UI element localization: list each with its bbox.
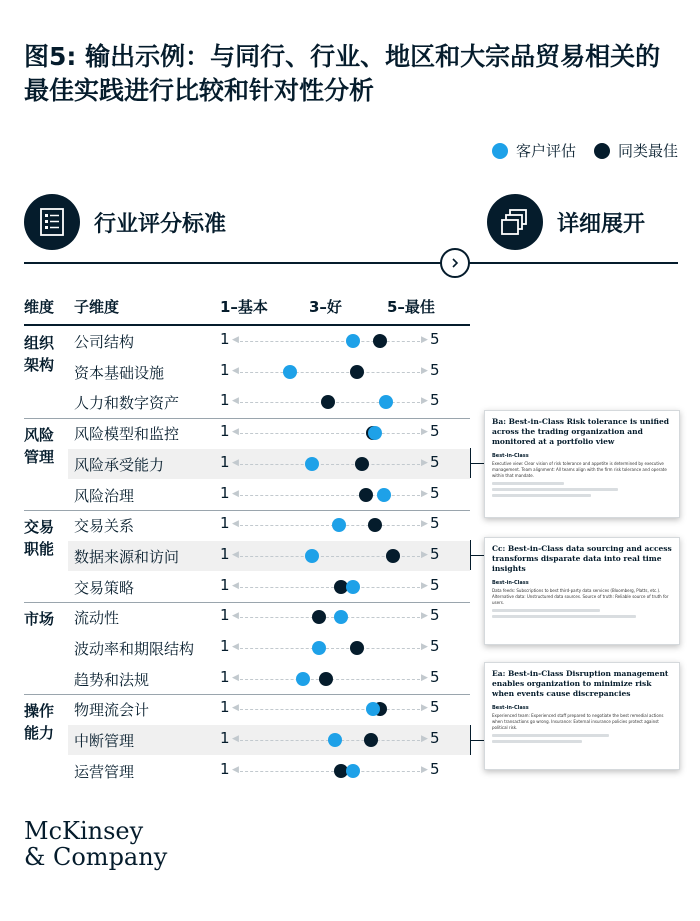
scale-min-label: 1 xyxy=(220,330,230,348)
col-header-scale-mid: 3–好 xyxy=(309,298,342,316)
card-placeholder-line xyxy=(492,615,636,618)
subdimension-label: 物理流会计 xyxy=(74,701,150,720)
card-text: Data feeds: Subscriptions to best third-party data services (Bloomberg, Platts, etc.). Alternative data: Unstructured data sources. Source of truth: Reliable source of truth for users. xyxy=(492,588,669,605)
legend-client-dot xyxy=(492,143,508,159)
chart-row xyxy=(68,572,470,602)
scale-track xyxy=(240,648,420,649)
subdimension-label: 风险模型和监控 xyxy=(74,425,180,444)
card-text: Experienced team: Experienced staff prepared to negotiate the best remedial actions when transactions go wrong. Insurance: External insurance policies protect against political risk. xyxy=(492,713,664,730)
peer-best-dot xyxy=(373,334,387,348)
scale-min-label: 1 xyxy=(220,637,230,655)
page-title: 图5: 输出示例：与同行、行业、地区和大宗品贸易相关的最佳实践进行比较和针对性分析 xyxy=(24,42,661,105)
col-header-dimension: 维度 xyxy=(24,298,55,316)
card-subtitle: Best-in-Class xyxy=(492,453,529,459)
chart-row[interactable] xyxy=(68,449,470,479)
legend xyxy=(492,140,678,161)
scale-track xyxy=(240,709,420,710)
scale-max-label: 5 xyxy=(430,483,440,502)
chart-row xyxy=(68,602,470,632)
header-divider xyxy=(24,262,678,264)
col-header-subdimension: 子维度 xyxy=(74,298,120,316)
dimension-label: 风险管理 xyxy=(24,426,55,467)
client-assessment-dot xyxy=(346,580,360,594)
client-assessment-dot xyxy=(346,334,360,348)
subdimension-label: 风险治理 xyxy=(74,486,135,505)
arrow-right-icon: ▶ xyxy=(421,488,428,499)
subdimension-label: 人力和数字资产 xyxy=(74,394,180,413)
card-placeholder-line xyxy=(492,494,591,497)
left-section-header xyxy=(24,194,226,250)
mckinsey-logo xyxy=(24,818,167,870)
dimension-label: 操作能力 xyxy=(24,702,55,743)
scale-max-label: 5 xyxy=(430,360,440,379)
arrow-left-icon: ◀ xyxy=(232,549,239,560)
client-assessment-dot xyxy=(368,426,382,440)
chart-row xyxy=(68,357,470,387)
client-assessment-dot xyxy=(305,549,319,563)
scale-track xyxy=(240,617,420,618)
subdimension-label: 流动性 xyxy=(74,609,120,628)
scale-track xyxy=(240,464,420,465)
arrow-left-icon: ◀ xyxy=(232,764,239,775)
card-placeholder-line xyxy=(492,609,600,612)
subdimension-label: 趋势和法规 xyxy=(74,670,150,689)
chart-row xyxy=(68,510,470,540)
left-section-title: 行业评分标准 xyxy=(94,211,227,237)
client-assessment-dot xyxy=(346,764,360,778)
col-header-scale-low: 1–基本 xyxy=(220,298,268,316)
right-section-title: 详细展开 xyxy=(557,211,646,237)
arrow-right-icon: ▶ xyxy=(421,335,428,345)
scale-min-label: 1 xyxy=(220,698,230,717)
scale-min-label: 1 xyxy=(220,667,230,686)
arrow-right-icon: ▶ xyxy=(421,642,428,652)
subdimension-label: 运营管理 xyxy=(74,762,135,781)
card-title: Ba: Best-in-Class Risk tolerance is unified across the trading organization and monitored at a portfolio view xyxy=(492,417,669,446)
legend-item-peer xyxy=(594,140,678,161)
dimension-label: 组织架构 xyxy=(24,334,55,374)
checklist-icon xyxy=(24,194,80,250)
connector-line-2 xyxy=(470,555,484,556)
col-header-scale-high: 5–最佳 xyxy=(387,298,435,316)
arrow-right-icon: ▶ xyxy=(421,365,428,376)
card-subtitle: Best-in-Class xyxy=(492,580,529,586)
scale-track xyxy=(240,341,420,342)
arrow-right-icon: ▶ xyxy=(421,396,428,407)
scale-min-label: 1 xyxy=(220,422,230,441)
peer-best-dot xyxy=(386,549,400,563)
chart-row xyxy=(68,694,470,724)
peer-best-dot xyxy=(350,365,364,379)
scale-track xyxy=(240,433,420,434)
chart-row xyxy=(68,418,470,448)
legend-item-client xyxy=(492,140,576,161)
scale-track xyxy=(240,587,420,588)
connector-line-1 xyxy=(470,463,484,464)
scale-max-label: 5 xyxy=(430,698,440,717)
subdimension-label: 数据来源和访问 xyxy=(74,547,180,566)
scale-max-label: 5 xyxy=(430,606,440,625)
scale-track xyxy=(240,495,420,496)
card-text: Executive view: Clear vision of risk tolerance and appetite is determined by executive management. Team alignment: All teams align with the firm risk tolerance and operate within that mandate. xyxy=(492,461,667,478)
arrow-right-icon: ▶ xyxy=(421,519,428,530)
scale-max-label: 5 xyxy=(430,729,440,748)
scale-track xyxy=(240,525,420,526)
scale-max-label: 5 xyxy=(430,422,440,441)
arrow-left-icon: ◀ xyxy=(232,642,239,652)
chart-row xyxy=(68,633,470,663)
peer-best-dot xyxy=(319,672,333,686)
peer-best-dot xyxy=(364,733,378,747)
arrow-left-icon: ◀ xyxy=(232,457,239,468)
scale-min-label: 1 xyxy=(220,544,230,563)
card-subtitle: Best-in-Class xyxy=(492,705,529,711)
client-assessment-dot xyxy=(283,365,297,379)
detail-card-data-sourcing[interactable] xyxy=(484,537,680,645)
arrow-right-icon: ▶ xyxy=(421,703,428,714)
arrow-right-icon: ▶ xyxy=(421,611,428,622)
chart-row xyxy=(68,387,470,417)
detail-card-risk-tolerance[interactable] xyxy=(484,410,680,518)
scale-max-label: 5 xyxy=(430,452,440,471)
client-assessment-dot xyxy=(305,457,319,471)
chevron-right-icon[interactable] xyxy=(440,248,470,278)
subdimension-label: 公司结构 xyxy=(74,333,135,351)
scale-max-label: 5 xyxy=(430,330,440,348)
scale-max-label: 5 xyxy=(430,637,440,655)
client-assessment-dot xyxy=(296,672,310,686)
arrow-right-icon: ▶ xyxy=(421,549,428,560)
client-assessment-dot xyxy=(328,733,342,747)
card-placeholder-line xyxy=(492,734,609,737)
arrow-left-icon: ◀ xyxy=(232,703,239,714)
scale-min-label: 1 xyxy=(220,514,230,533)
arrow-left-icon: ◀ xyxy=(232,734,239,745)
subdimension-label: 中断管理 xyxy=(74,732,135,751)
scale-min-label: 1 xyxy=(220,360,230,379)
scale-min-label: 1 xyxy=(220,606,230,625)
card-placeholder-line xyxy=(492,482,564,485)
chart-row xyxy=(68,664,470,694)
scale-min-label: 1 xyxy=(220,452,230,471)
peer-best-dot xyxy=(368,518,382,532)
chart-row[interactable] xyxy=(68,725,470,755)
scale-min-label: 1 xyxy=(220,391,230,410)
legend-client-label: 客户评估 xyxy=(515,142,576,160)
client-assessment-dot xyxy=(334,610,348,624)
arrow-left-icon: ◀ xyxy=(232,427,239,438)
scale-max-label: 5 xyxy=(430,759,440,778)
chart-row[interactable] xyxy=(68,541,470,571)
scale-max-label: 5 xyxy=(430,514,440,533)
dimension-label: 市场 xyxy=(24,610,55,629)
scale-max-label: 5 xyxy=(430,575,440,594)
scale-max-label: 5 xyxy=(430,544,440,563)
scale-min-label: 1 xyxy=(220,759,230,778)
peer-best-dot xyxy=(359,488,373,502)
arrow-left-icon: ◀ xyxy=(232,335,239,345)
subdimension-label: 交易关系 xyxy=(74,517,135,536)
arrow-right-icon: ▶ xyxy=(421,764,428,775)
subdimension-label: 交易策略 xyxy=(74,578,135,597)
client-assessment-dot xyxy=(377,488,391,502)
card-placeholder-line xyxy=(492,740,582,743)
arrow-left-icon: ◀ xyxy=(232,611,239,622)
client-assessment-dot xyxy=(332,518,346,532)
subdimension-label: 资本基础设施 xyxy=(74,363,165,382)
dimension-label: 交易职能 xyxy=(24,518,55,559)
scale-min-label: 1 xyxy=(220,483,230,502)
right-section-header xyxy=(487,194,645,250)
scale-max-label: 5 xyxy=(430,667,440,686)
arrow-left-icon: ◀ xyxy=(232,519,239,530)
scale-min-label: 1 xyxy=(220,575,230,594)
subdimension-label: 风险承受能力 xyxy=(74,455,165,474)
scale-max-label: 5 xyxy=(430,391,440,410)
chart-row xyxy=(68,756,470,786)
client-assessment-dot xyxy=(379,395,393,409)
scale-track xyxy=(240,372,420,373)
logo-line-2: & Company xyxy=(24,843,168,871)
subdimension-label: 波动率和期限结构 xyxy=(74,640,195,658)
card-title: Cc: Best-in-Class data sourcing and access transforms disparate data into real time insights xyxy=(492,544,672,573)
chart-row xyxy=(68,326,470,356)
arrow-left-icon: ◀ xyxy=(232,365,239,376)
arrow-left-icon: ◀ xyxy=(232,396,239,407)
legend-peer-dot xyxy=(594,143,610,159)
logo-line-1: McKinsey xyxy=(24,817,144,845)
arrow-left-icon: ◀ xyxy=(232,672,239,683)
arrow-right-icon: ▶ xyxy=(421,734,428,745)
client-assessment-dot xyxy=(312,641,326,655)
arrow-right-icon: ▶ xyxy=(421,672,428,683)
peer-best-dot xyxy=(312,610,326,624)
peer-best-dot xyxy=(321,395,335,409)
documents-icon xyxy=(487,194,543,250)
arrow-right-icon: ▶ xyxy=(421,427,428,438)
legend-peer-label: 同类最佳 xyxy=(617,142,678,160)
connector-line-3 xyxy=(470,740,484,741)
chart-row xyxy=(68,480,470,510)
card-placeholder-line xyxy=(492,488,618,491)
card-title: Ea: Best-in-Class Disruption management enables organization to minimize risk when events cause discrepancies xyxy=(492,669,669,698)
scale-track xyxy=(240,771,420,772)
peer-best-dot xyxy=(350,641,364,655)
arrow-left-icon: ◀ xyxy=(232,580,239,591)
scale-min-label: 1 xyxy=(220,729,230,748)
arrow-right-icon: ▶ xyxy=(421,580,428,591)
detail-card-disruption[interactable] xyxy=(484,662,680,770)
arrow-right-icon: ▶ xyxy=(421,457,428,468)
arrow-left-icon: ◀ xyxy=(232,488,239,499)
peer-best-dot xyxy=(355,457,369,471)
